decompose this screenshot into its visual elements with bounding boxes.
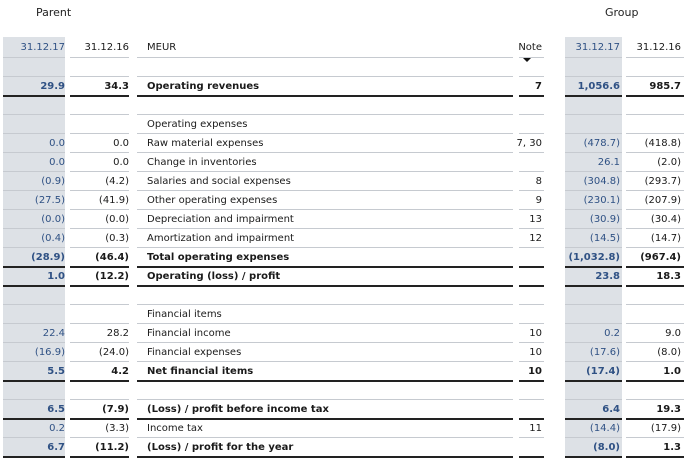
table-row	[0, 343, 689, 362]
line-item-label: (Loss) / profit before income tax	[147, 404, 329, 415]
line-item-label: Operating revenues	[147, 81, 260, 92]
row-divider	[626, 399, 684, 400]
parent-current-value: (28.9)	[31, 252, 65, 263]
note-ref: 11	[529, 423, 542, 434]
row-divider	[70, 304, 129, 305]
row-divider	[3, 380, 65, 382]
note-ref: 9	[535, 195, 542, 206]
parent-current-value: (0.4)	[41, 233, 65, 244]
row-divider	[519, 456, 544, 458]
group-current-value: 26.1	[597, 157, 620, 168]
group-current-value: (14.4)	[589, 423, 620, 434]
group-prior-value: 9.0	[665, 328, 681, 339]
group-prior-value: (418.8)	[644, 138, 681, 149]
row-divider	[565, 95, 622, 97]
group-current-value: (14.5)	[589, 233, 620, 244]
parent-prior-value	[70, 115, 129, 134]
group-prior-value: (8.0)	[657, 347, 681, 358]
group-current-value: (478.7)	[583, 138, 620, 149]
parent-prior-value: (4.2)	[105, 176, 129, 187]
group-prior-value: 18.3	[656, 271, 681, 282]
parent-header: Parent	[36, 6, 72, 19]
group-current-value: 1,056.6	[577, 81, 620, 92]
row-divider	[519, 380, 544, 382]
group-prior-value: (17.9)	[650, 423, 681, 434]
col-parent-current: 31.12.17	[20, 42, 65, 53]
group-current-value: 0.2	[604, 328, 620, 339]
row-divider	[565, 304, 622, 305]
line-item-label: Total operating expenses	[147, 252, 290, 263]
row-divider	[70, 285, 129, 287]
col-parent-prior: 31.12.16	[84, 42, 129, 53]
note-ref	[480, 248, 542, 267]
parent-current-value: 0.0	[49, 138, 65, 149]
line-item-label: Financial income	[147, 328, 231, 339]
parent-prior-value: (0.3)	[105, 233, 129, 244]
table-row	[0, 305, 689, 324]
table-row	[0, 267, 689, 286]
row-divider	[3, 285, 65, 287]
note-ref: 10	[529, 347, 542, 358]
col-group-prior: 31.12.16	[636, 42, 681, 53]
row-divider	[626, 304, 684, 305]
col-note: Note	[518, 42, 542, 53]
group-current-value: (8.0)	[593, 442, 620, 453]
group-prior-value	[626, 305, 681, 324]
parent-prior-value: 28.2	[106, 328, 129, 339]
note-ref	[480, 115, 542, 134]
line-item-label: (Loss) / profit for the year	[147, 442, 294, 453]
row-divider	[137, 456, 513, 458]
group-current-value: (17.4)	[586, 366, 620, 377]
table-row	[0, 191, 689, 210]
row-divider	[626, 57, 684, 58]
group-prior-value: 985.7	[649, 81, 681, 92]
line-item-label: Depreciation and impairment	[147, 214, 294, 225]
parent-prior-value: (24.0)	[98, 347, 129, 358]
note-ref: 10	[528, 366, 542, 377]
line-item-label: Financial expenses	[147, 347, 242, 358]
row-divider	[519, 399, 544, 400]
line-item-label: Salaries and social expenses	[147, 176, 291, 187]
parent-current-value: 5.5	[47, 366, 65, 377]
note-ref	[480, 153, 542, 172]
parent-current-value	[3, 115, 65, 134]
col-label: MEUR	[147, 42, 177, 53]
group-current-value: (1,032.8)	[568, 252, 620, 263]
line-item-label: Financial items	[147, 309, 222, 320]
row-divider	[137, 114, 513, 115]
parent-current-value: 6.5	[47, 404, 65, 415]
row-divider	[519, 304, 544, 305]
row-divider	[137, 285, 513, 287]
parent-current-value: 6.7	[47, 442, 65, 453]
note-ref	[480, 438, 542, 457]
col-group-current: 31.12.17	[575, 42, 620, 53]
line-item-label: Income tax	[147, 423, 203, 434]
parent-current-value: 29.9	[40, 81, 65, 92]
group-current-value	[565, 305, 620, 324]
note-ref	[480, 400, 542, 419]
group-prior-value: (207.9)	[644, 195, 681, 206]
line-item-label: Operating expenses	[147, 119, 248, 130]
row-divider	[137, 380, 513, 382]
parent-prior-value: (41.9)	[98, 195, 129, 206]
row-divider	[519, 285, 544, 287]
note-ref: 12	[529, 233, 542, 244]
group-current-value	[565, 115, 620, 134]
table-row	[0, 438, 689, 457]
group-prior-value: (967.4)	[640, 252, 681, 263]
row-divider	[519, 114, 544, 115]
row-divider	[70, 114, 129, 115]
row-divider	[626, 380, 684, 382]
row-divider	[519, 57, 544, 58]
row-divider	[3, 304, 65, 305]
table-row	[0, 115, 689, 134]
parent-current-value: 1.0	[47, 271, 65, 282]
row-divider	[626, 95, 684, 97]
parent-prior-value	[70, 305, 129, 324]
row-divider	[3, 114, 65, 115]
row-divider	[137, 304, 513, 305]
group-prior-value: 1.3	[663, 442, 681, 453]
row-divider	[137, 95, 513, 97]
line-item-label: Raw material expenses	[147, 138, 264, 149]
row-divider	[70, 399, 129, 400]
line-item-label: Change in inventories	[147, 157, 257, 168]
line-item-label: Other operating expenses	[147, 195, 278, 206]
note-ref: 8	[535, 176, 542, 187]
note-ref: 7	[535, 81, 542, 92]
table-row	[0, 210, 689, 229]
line-item-label: Amortization and impairment	[147, 233, 295, 244]
row-divider	[70, 380, 129, 382]
parent-current-value: 0.0	[49, 157, 65, 168]
parent-prior-value: (0.0)	[105, 214, 129, 225]
parent-current-value: 22.4	[42, 328, 65, 339]
group-prior-value	[626, 115, 681, 134]
table-row	[0, 153, 689, 172]
parent-prior-value: 4.2	[111, 366, 129, 377]
row-divider	[70, 95, 129, 97]
parent-current-value	[3, 305, 65, 324]
row-divider	[3, 95, 65, 97]
row-divider	[565, 399, 622, 400]
table-row	[0, 419, 689, 438]
group-prior-value: (2.0)	[657, 157, 681, 168]
line-item-label: Operating (loss) / profit	[147, 271, 281, 282]
parent-current-value: (0.0)	[41, 214, 65, 225]
row-divider	[565, 285, 622, 287]
group-current-value: 6.4	[602, 404, 620, 415]
note-ref: 13	[529, 214, 542, 225]
line-item-label: Net financial items	[147, 366, 254, 377]
parent-current-value: (27.5)	[34, 195, 65, 206]
parent-prior-value: 0.0	[113, 138, 129, 149]
table-row	[0, 134, 689, 153]
parent-current-value: (0.9)	[41, 176, 65, 187]
group-current-value: (230.1)	[583, 195, 620, 206]
group-current-value: (17.6)	[589, 347, 620, 358]
group-header: Group	[605, 6, 639, 19]
table-row	[0, 172, 689, 191]
note-ref	[480, 267, 542, 286]
row-divider	[626, 285, 684, 287]
parent-prior-value: 34.3	[104, 81, 129, 92]
row-divider	[3, 57, 65, 58]
group-prior-value: (293.7)	[644, 176, 681, 187]
row-divider	[70, 456, 129, 458]
group-current-value: (304.8)	[583, 176, 620, 187]
row-divider	[565, 456, 622, 458]
row-divider	[70, 57, 129, 58]
table-row	[0, 77, 689, 96]
row-divider	[3, 456, 65, 458]
table-row	[0, 362, 689, 381]
group-prior-value: 1.0	[663, 366, 681, 377]
row-divider	[626, 456, 684, 458]
row-divider	[565, 380, 622, 382]
row-divider	[519, 95, 544, 97]
group-prior-value: 19.3	[656, 404, 681, 415]
note-ref: 10	[529, 328, 542, 339]
group-current-value: (30.9)	[589, 214, 620, 225]
table-row	[0, 400, 689, 419]
parent-prior-value: (7.9)	[102, 404, 129, 415]
row-divider	[626, 114, 684, 115]
group-prior-value: (30.4)	[650, 214, 681, 225]
column-header-row	[0, 38, 689, 57]
row-divider	[137, 399, 513, 400]
row-divider	[565, 57, 622, 58]
note-ref	[480, 305, 542, 324]
table-row	[0, 248, 689, 267]
group-current-value: 23.8	[595, 271, 620, 282]
parent-current-value: 0.2	[49, 423, 65, 434]
parent-prior-value: (3.3)	[105, 423, 129, 434]
parent-prior-value: (46.4)	[95, 252, 129, 263]
parent-prior-value: (12.2)	[95, 271, 129, 282]
row-divider	[137, 57, 513, 58]
parent-prior-value: 0.0	[113, 157, 129, 168]
parent-prior-value: (11.2)	[95, 442, 129, 453]
table-row	[0, 324, 689, 343]
note-ref: 7, 30	[516, 138, 542, 149]
parent-current-value: (16.9)	[34, 347, 65, 358]
row-divider	[565, 114, 622, 115]
table-row	[0, 229, 689, 248]
row-divider	[3, 399, 65, 400]
group-prior-value: (14.7)	[650, 233, 681, 244]
